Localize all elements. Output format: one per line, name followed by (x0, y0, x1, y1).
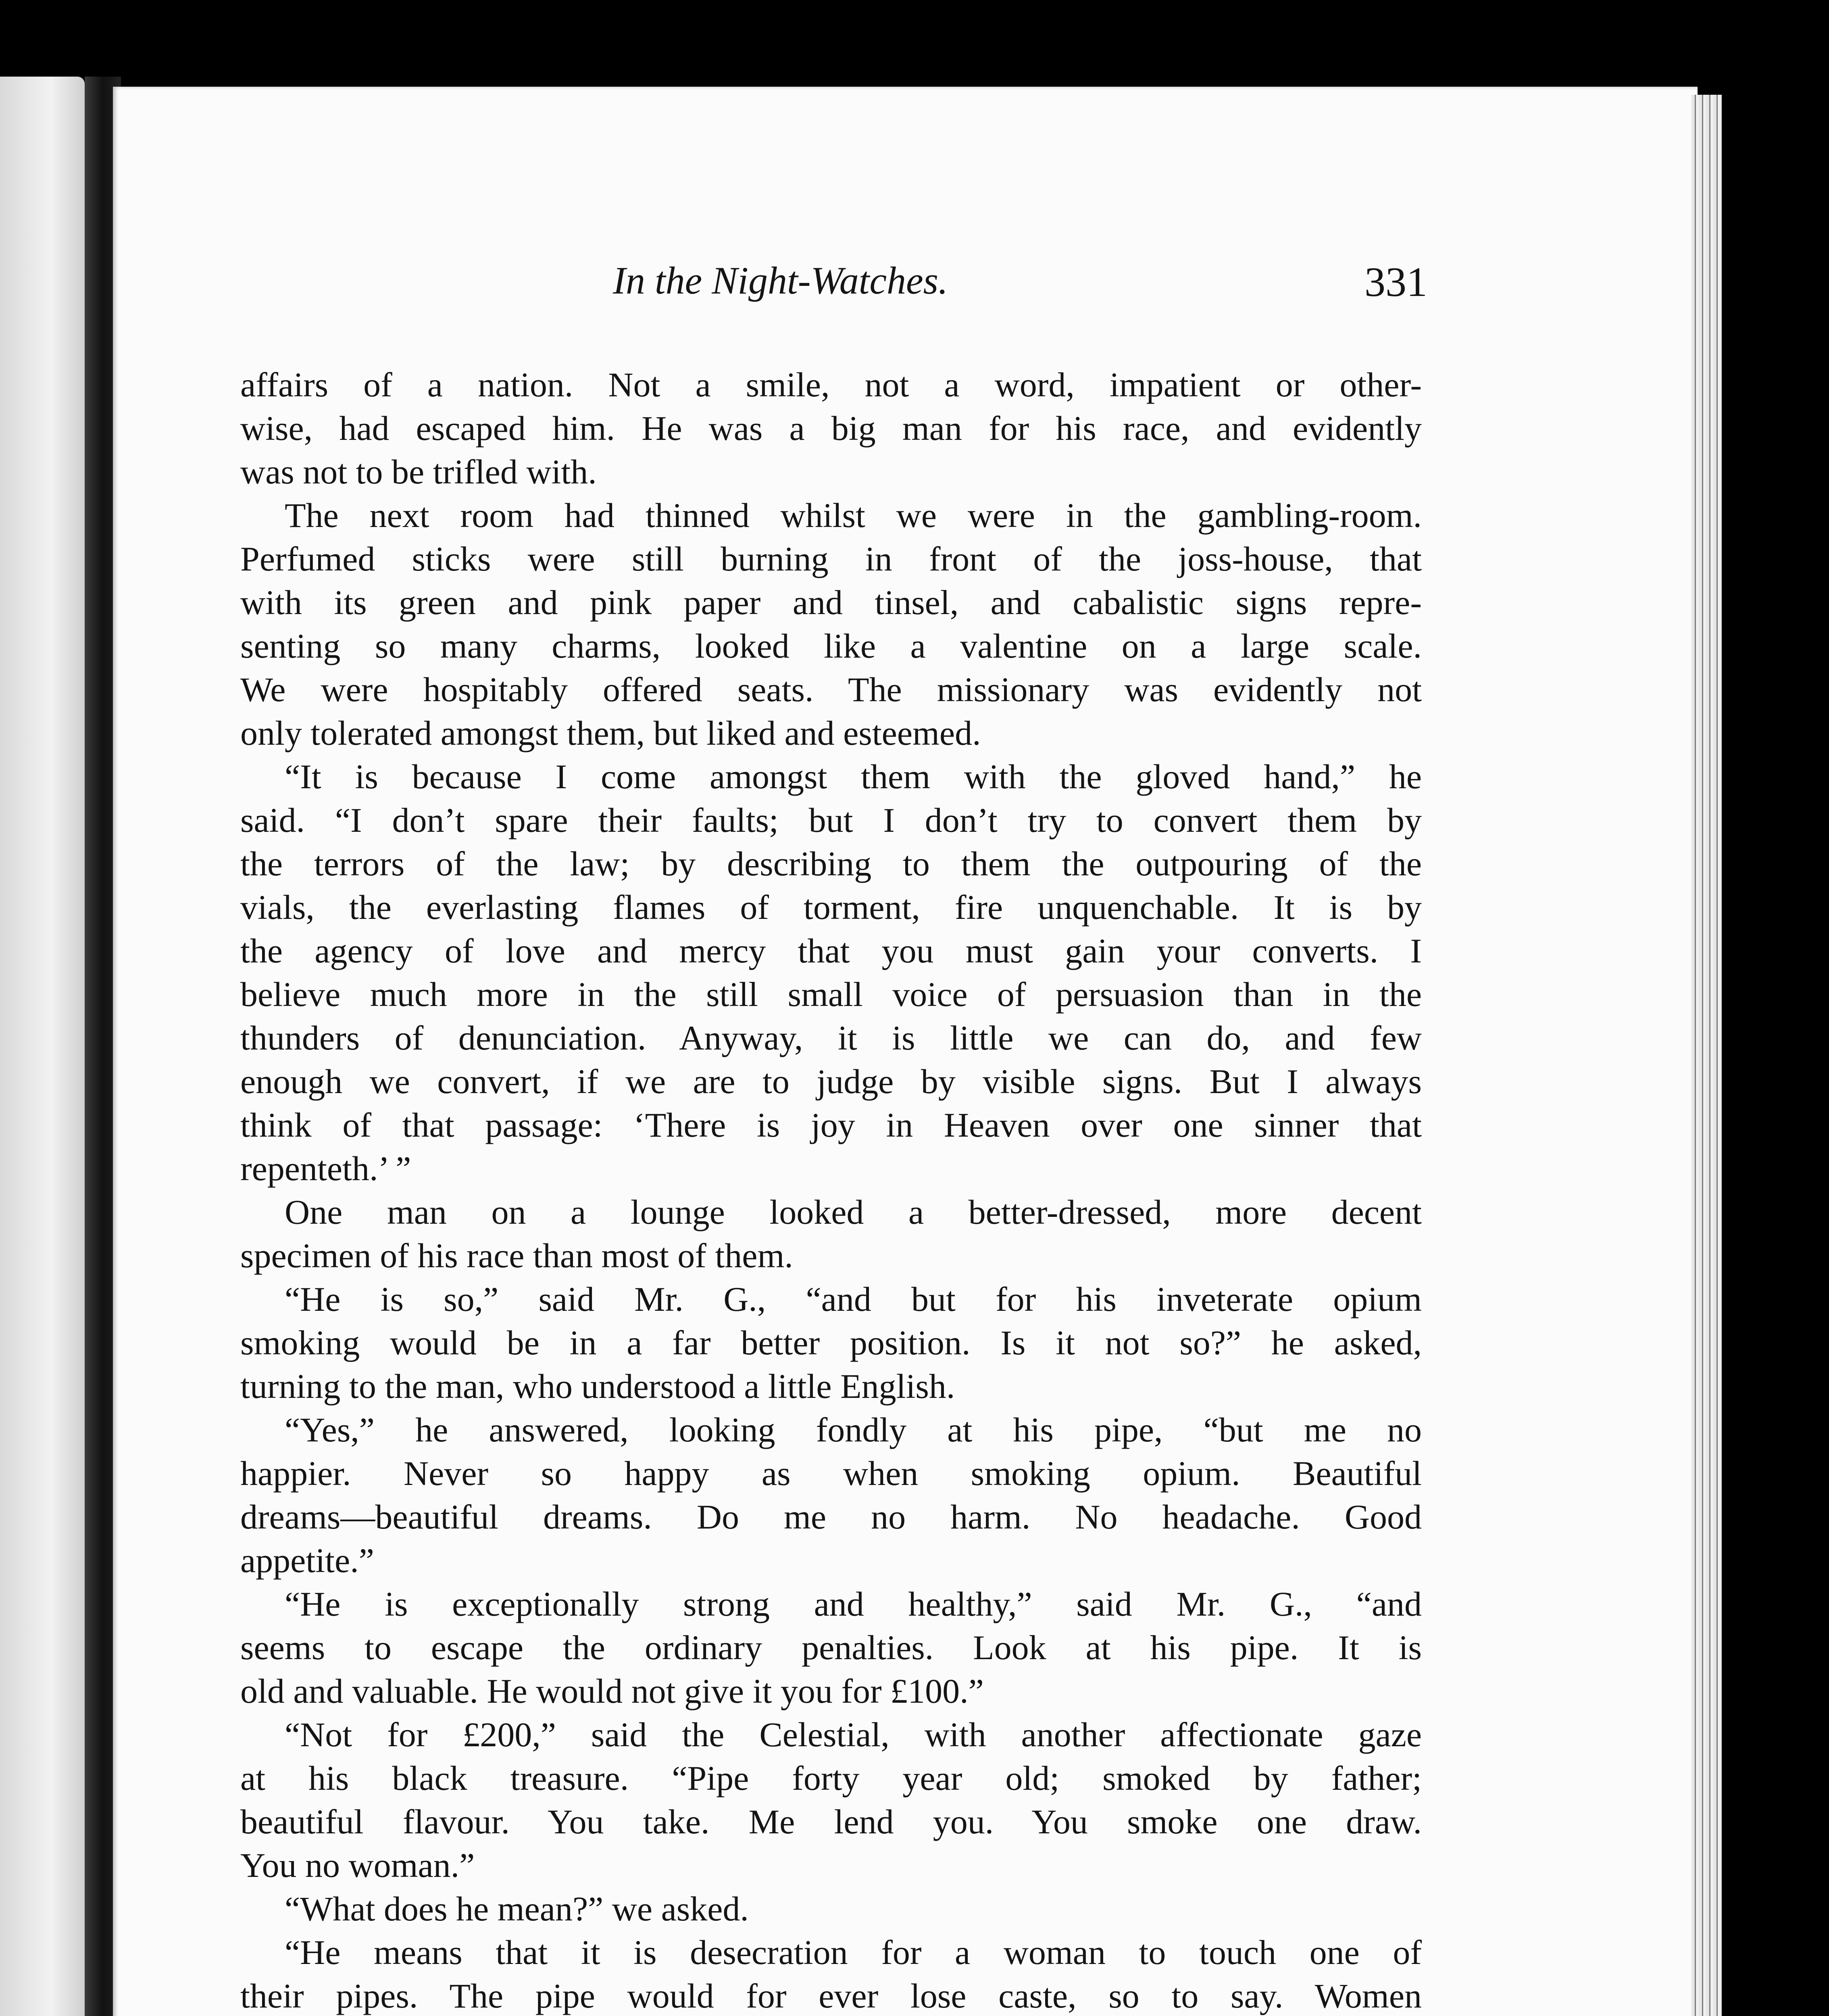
text-line: the agency of love and mercy that you must gain your converts. I (240, 931, 1422, 970)
text-line: “He is so,” said Mr. G., “and but for his inveterate opium (285, 1280, 1422, 1318)
previous-page-edge (0, 77, 85, 2016)
text-line: their pipes. The pipe would for ever lose caste, so to say. Women (240, 1976, 1422, 2015)
page-number: 331 (1364, 259, 1427, 305)
text-line: “He means that it is desecration for a woman to touch one of (285, 1933, 1422, 1972)
running-head-title: In the Night-Watches. (613, 259, 948, 302)
running-head (238, 258, 1427, 331)
text-line: said. “I don’t spare their faults; but I don’t try to convert them by (240, 801, 1422, 839)
text-line: We were hospitably offered seats. The missionary was evidently not (240, 670, 1422, 709)
text-line: the terrors of the law; by describing to them the outpouring of the (240, 844, 1422, 883)
text-line: enough we convert, if we are to judge by visible signs. But I always (240, 1062, 1422, 1101)
text-line: repenteth.’ ” (240, 1149, 411, 1188)
text-line: beautiful flavour. You take. Me lend you. You smoke one draw. (240, 1802, 1422, 1841)
text-line: turning to the man, who understood a little English. (240, 1367, 955, 1406)
text-line: wise, had escaped him. He was a big man for his race, and evidently (240, 409, 1422, 448)
page-edges (1692, 95, 1722, 2016)
text-line: smoking would be in a far better position. Is it not so?” he asked, (240, 1323, 1422, 1362)
text-line: was not to be trifled with. (240, 452, 597, 491)
text-line: Perfumed sticks were still burning in front of the joss-house, that (240, 539, 1422, 578)
text-line: senting so many charms, looked like a valentine on a large scale. (240, 627, 1422, 665)
text-line: dreams—beautiful dreams. Do me no harm. No headache. Good (240, 1497, 1422, 1536)
text-line: appetite.” (240, 1541, 374, 1580)
text-line: specimen of his race than most of them. (240, 1236, 793, 1275)
text-line: believe much more in the still small voice of persuasion than in the (240, 975, 1422, 1014)
text-line: “Not for £200,” said the Celestial, with another affectionate gaze (285, 1715, 1422, 1754)
text-line: only tolerated amongst them, but liked and esteemed. (240, 714, 981, 752)
text-line: affairs of a nation. Not a smile, not a word, impatient or other- (240, 365, 1422, 404)
text-line: “It is because I come amongst them with the gloved hand,” he (285, 757, 1422, 796)
text-line: The next room had thinned whilst we were in the gambling-room. (285, 496, 1422, 535)
text-line: at his black treasure. “Pipe forty year old; smoked by father; (240, 1759, 1422, 1797)
text-line: think of that passage: ‘There is joy in Heaven over one sinner that (240, 1106, 1422, 1144)
text-line: “What does he mean?” we asked. (285, 1889, 749, 1928)
body-text (240, 363, 1422, 2016)
text-line: vials, the everlasting flames of torment, fire unquenchable. It is by (240, 888, 1422, 927)
text-line: “Yes,” he answered, looking fondly at his pipe, “but me no (285, 1410, 1422, 1449)
text-line: with its green and pink paper and tinsel, and cabalistic signs repre- (240, 583, 1422, 622)
text-line: happier. Never so happy as when smoking opium. Beautiful (240, 1454, 1422, 1493)
text-line: One man on a lounge looked a better-dressed, more decent (285, 1193, 1422, 1231)
text-line: seems to escape the ordinary penalties. Look at his pipe. It is (240, 1628, 1422, 1667)
text-line: old and valuable. He would not give it you for £100.” (240, 1672, 984, 1710)
text-line: You no woman.” (240, 1846, 475, 1885)
text-line: “He is exceptionally strong and healthy,” said Mr. G., “and (285, 1585, 1422, 1623)
text-line: thunders of denunciation. Anyway, it is little we can do, and few (240, 1018, 1422, 1057)
